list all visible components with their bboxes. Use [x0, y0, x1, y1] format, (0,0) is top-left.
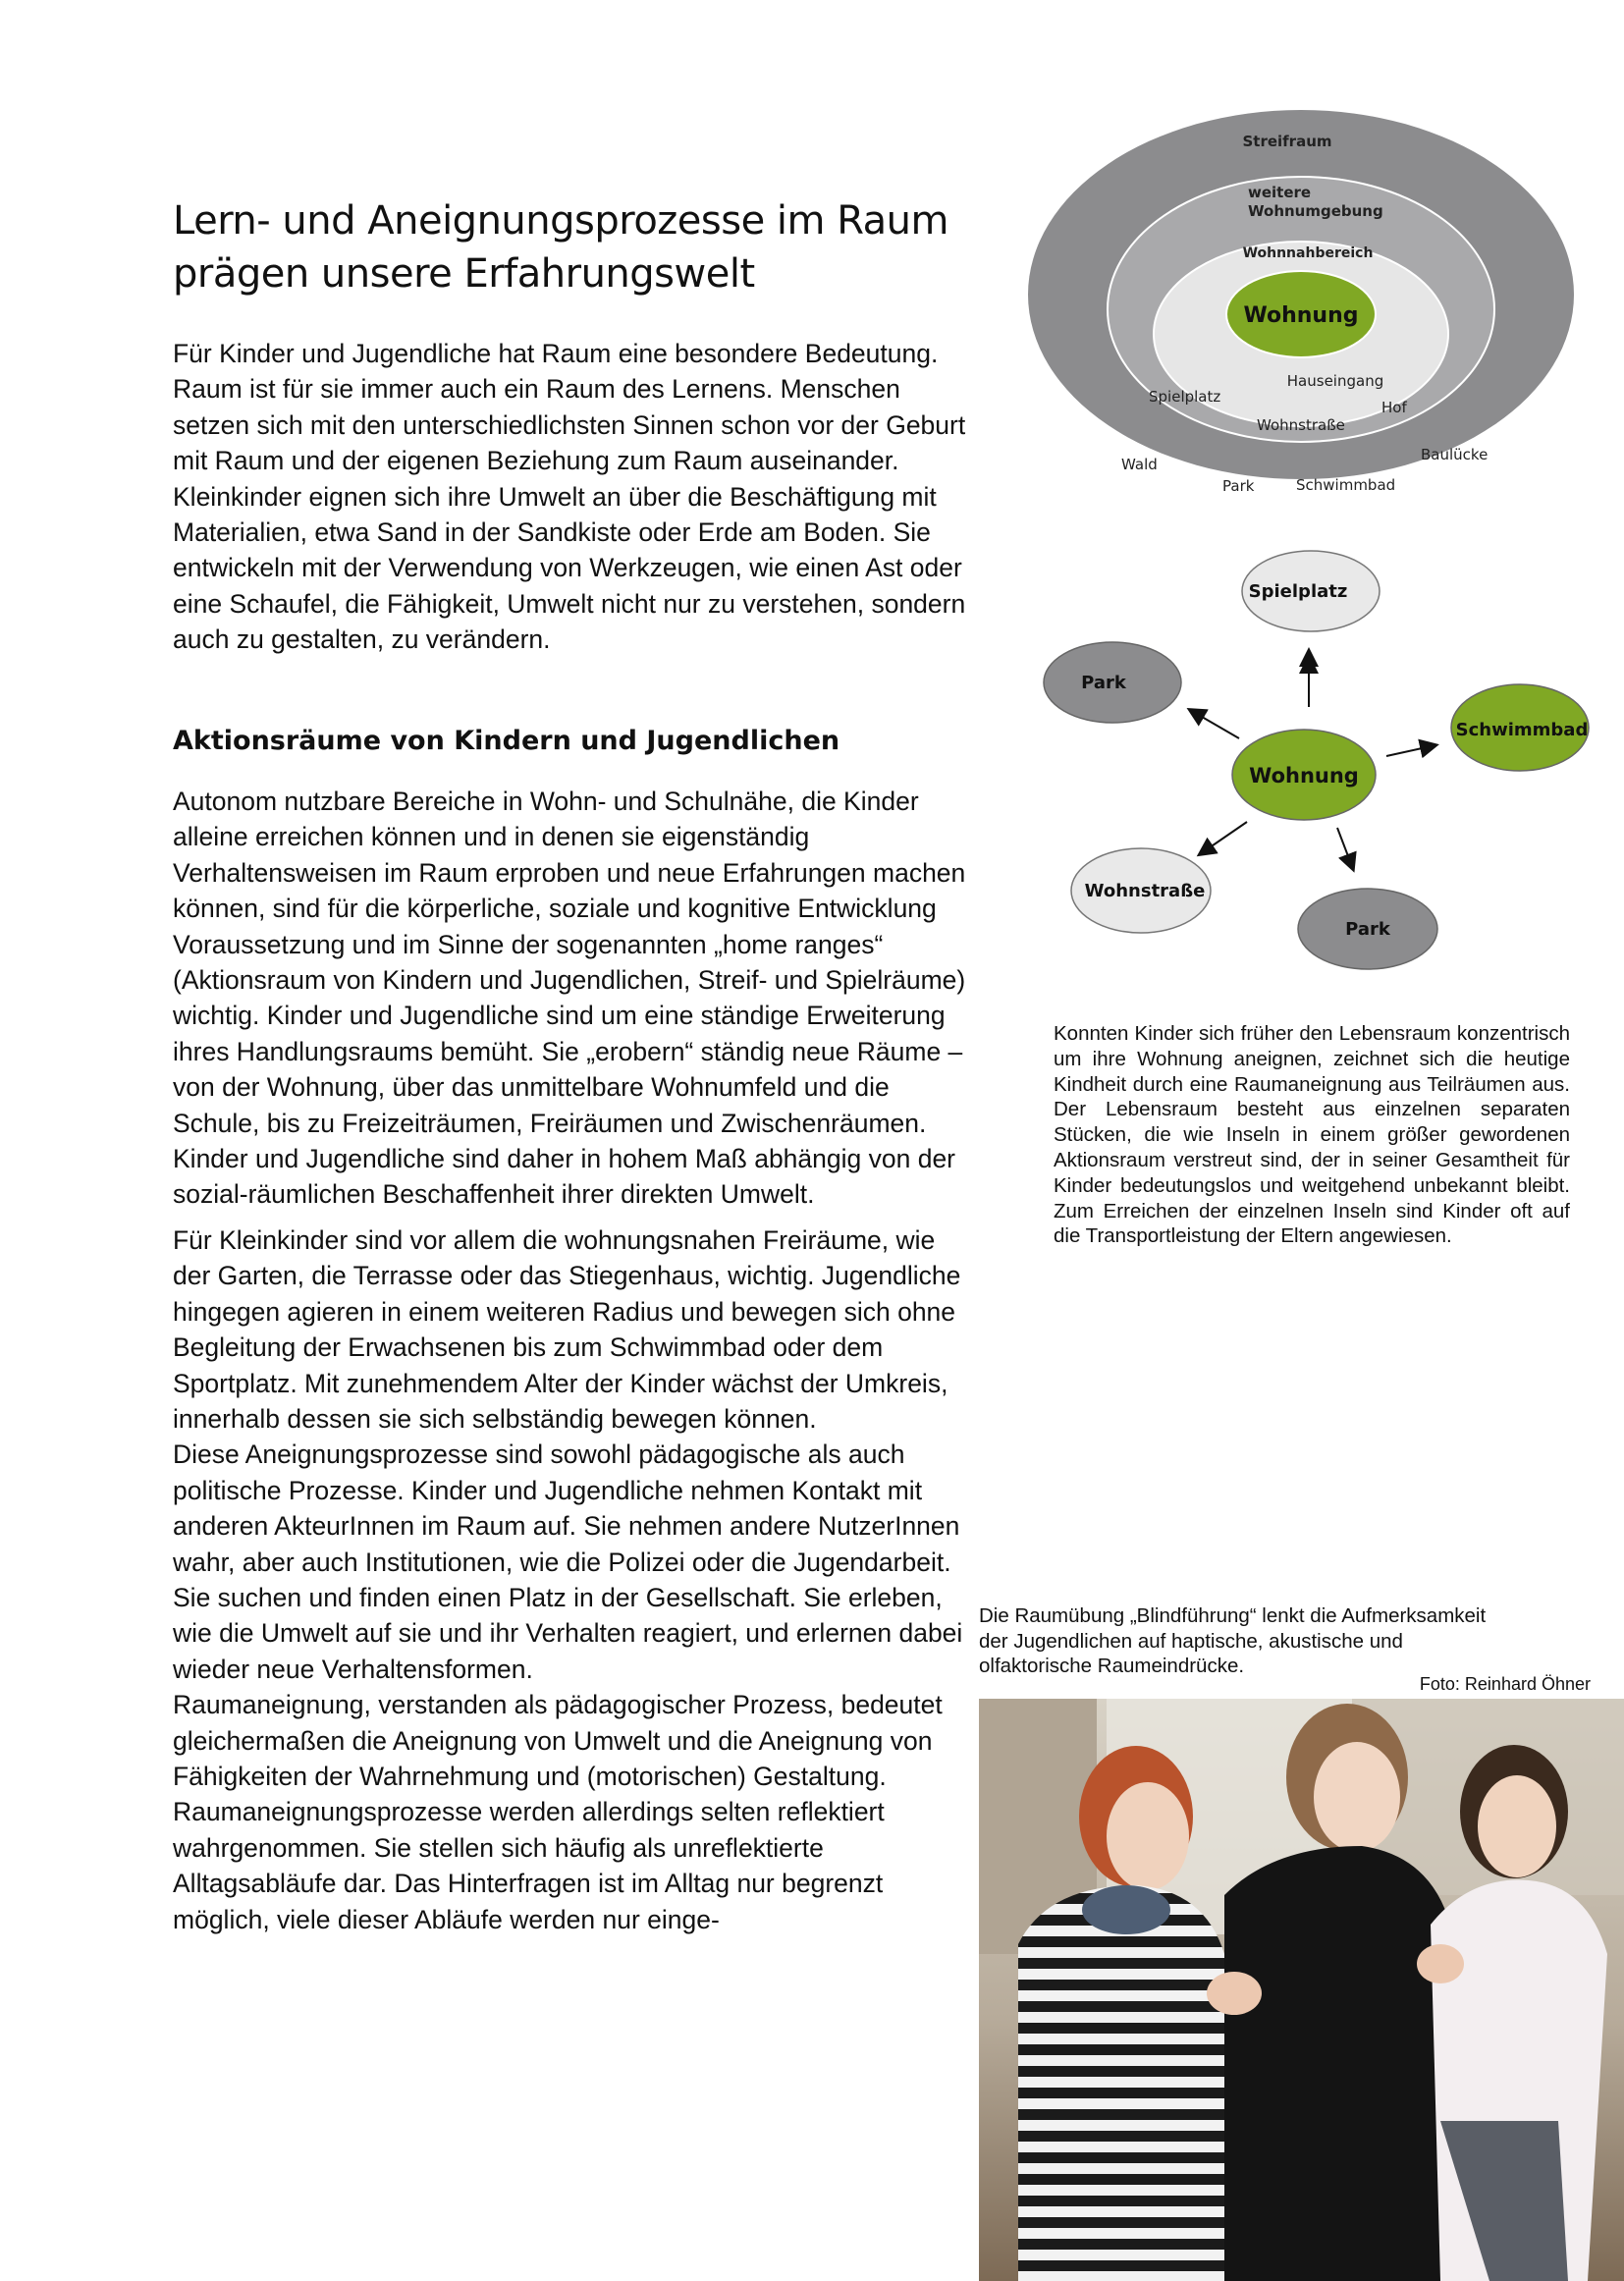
diagram-caption: Konnten Kinder sich früher den Lebensraum konzentrisch um ihre Wohnung aneignen, zeichnet sich die heutige Kindheit durch eine Raumaneignung aus Teilräumen aus. Der Lebensraum besteht aus einzelnen separaten Stücken, die wie Inseln in einem größer gewordenen Aktionsraum verstreut sind, der in seiner Gesamtheit für Kinder bedeutungslos und weitgehend unbekannt bleibt. Zum Erreichen der einzelnen Inseln sind Kinder oft auf die Transportleistung der Eltern angewiesen.: [1054, 1022, 1570, 1248]
paragraph-4: Raumaneignung, verstanden als pädagogischer Prozess, bedeutet gleichermaßen die Aneignung von Umwelt und die Aneignung von Fähigkeiten der Wahrnehmung und (motorischen) Gestaltung.: [173, 1690, 943, 1791]
label-weitere: weitere: [1248, 184, 1312, 201]
title-line-1: Lern- und Aneignungsprozesse im Raum: [173, 198, 948, 244]
paragraph-1: Autonom nutzbare Bereiche in Wohn- und Schulnähe, die Kinder alleine erreichen können und in denen sie eigenständig Verhaltensweisen im Raum erproben und neue Erfahrungen machen können, sind für die körperliche, soziale und kognitive Entwicklung Voraussetzung und im Sinne der sogenannten „home ranges“ (Aktionsraum von Kindern und Jugendlichen, Streif- und Spielräume) wichtig. Kinder und Jugendliche sind um eine ständige Erweiterung ihres Handlungsraums bemüht. Sie „erobern“ ständig neue Räume – von der Wohnung, über das unmittelbare Wohnumfeld und die Schule, bis zu Freizeiträumen, Freiräumen und Zwischenräumen. Kinder und Jugendliche sind daher in hohem Maß abhängig von der sozial-räumlichen Beschaffenheit ihrer direkten Umwelt.: [173, 787, 966, 1210]
photo-caption: Die Raumübung „Blindführung“ lenkt die Aufmerksamkeit der Jugendlichen auf haptische, akustische und olfaktorische Raumeindrücke.: [979, 1604, 1487, 1678]
island-label-park-left: Park: [1081, 673, 1126, 693]
arrow-to-wohnstrasse: [1200, 822, 1247, 854]
intro-text: Für Kinder und Jugendliche hat Raum eine besondere Bedeutung. Raum ist für sie immer auch ein Raum des Lernens. Menschen setzen sich mit den unterschiedlichsten Sinnen schon vor der Geburt mit Raum und der eigenen Beziehung zum Raum auseinander. Kleinkinder eignen sich ihre Umwelt an über die Beschäftigung mit Materialien, etwa Sand in der Sandkiste oder Erde am Boden. Sie entwickeln mit der Verwendung von Werkzeugen, wie einen Ast oder eine Schaufel, die Fähigkeit, Umwelt nicht nur zu verstehen, sondern auch zu gestalten, zu verändern.: [173, 339, 966, 655]
section-heading: Aktionsräume von Kindern und Jugendlichen: [173, 726, 840, 756]
title-line-2: prägen unsere Erfahrungswelt: [173, 251, 755, 297]
concentric-diagram: [1028, 110, 1574, 495]
arrow-to-park-left: [1190, 710, 1239, 738]
label-spielplatz: Spielplatz: [1149, 388, 1221, 406]
photo-credit: Foto: Reinhard Öhner: [1419, 1674, 1591, 1694]
photo-blindfuehrung: [979, 1699, 1624, 2281]
label-wald: Wald: [1121, 456, 1158, 473]
island-label-schwimmbad: Schwimmbad: [1455, 720, 1589, 740]
island-label-wohnung: Wohnung: [1249, 764, 1359, 787]
section-body: [173, 784, 968, 1937]
label-park: Park: [1222, 477, 1255, 495]
photo-illustration: [979, 1699, 1624, 2281]
label-hof: Hof: [1381, 399, 1407, 416]
intro-paragraph: [173, 336, 968, 658]
page-title: [173, 194, 988, 300]
arrow-to-schwimmbad: [1386, 745, 1435, 756]
label-wohnumgebung: Wohnumgebung: [1248, 202, 1383, 220]
paragraph-5: Raumaneignungsprozesse werden allerdings selten reflektiert wahrgenommen. Sie stellen sich häufig als unreflektierte Alltagsabläufe dar. Das Hinterfragen ist im Alltag nur begrenzt möglich, viele dieser Abläufe werden nur einge-: [173, 1797, 885, 1934]
paragraph-3: Diese Aneignungsprozesse sind sowohl pädagogische als auch politische Prozesse. Kinder und Jugendliche nehmen Kontakt mit anderen AkteurInnen im Raum auf. Sie nehmen andere NutzerInnen wahr, aber auch Institutionen, wie die Polizei oder die Jugendarbeit. Sie suchen und finden einen Platz in der Gesellschaft. Sie erleben, wie die Umwelt auf sie und ihr Verhalten reagiert, und erlernen dabei wieder neue Verhaltensformen.: [173, 1439, 963, 1684]
island-label-park-bottom: Park: [1345, 919, 1390, 940]
label-wohnstrasse: Wohnstraße: [1257, 416, 1345, 434]
label-hauseingang: Hauseingang: [1286, 372, 1384, 390]
island-diagram: [1044, 551, 1589, 969]
label-center-wohnung: Wohnung: [1243, 303, 1359, 328]
paragraph-2: Für Kleinkinder sind vor allem die wohnungsnahen Freiräume, wie der Garten, die Terrasse oder das Stiegenhaus, wichtig. Jugendliche hingegen agieren in einem weiteren Radius und bewegen sich ohne Begleitung der Erwachsenen bis zum Schwimmbad oder dem Sportplatz. Mit zunehmendem Alter der Kinder wächst der Umkreis, innerhalb dessen sie sich selbständig bewegen können.: [173, 1224, 961, 1434]
label-bauluecke: Baulücke: [1421, 446, 1489, 463]
space-diagram: [1021, 98, 1600, 982]
label-schwimmbad: Schwimmbad: [1296, 476, 1396, 494]
island-label-wohnstrasse: Wohnstraße: [1084, 881, 1206, 901]
arrow-to-park-bottom: [1337, 828, 1353, 869]
island-label-spielplatz: Spielplatz: [1248, 581, 1348, 602]
label-streifraum: Streifraum: [1242, 133, 1332, 150]
label-wohnnahbereich: Wohnnahbereich: [1242, 245, 1374, 261]
